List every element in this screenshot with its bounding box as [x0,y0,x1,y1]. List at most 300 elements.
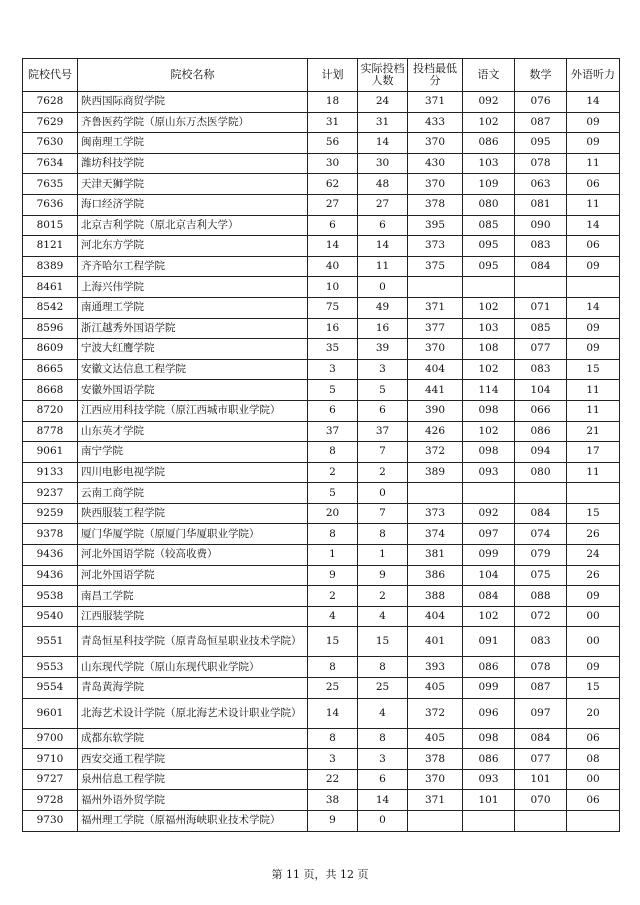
table-row [23,627,620,657]
header-code: 院校代号 [23,59,78,92]
cell-plan: 5 [308,380,358,401]
cell-math: 097 [515,698,567,728]
cell-math: 078 [515,657,567,678]
cell-name: 泉州信息工程学院 [78,769,308,790]
cell-foreign-listening: 06 [567,236,620,257]
cell-foreign-listening: 17 [567,442,620,463]
cell-min-score: 404 [408,606,463,627]
cell-plan: 3 [308,749,358,770]
cell-min-score: 389 [408,462,463,483]
cell-plan: 22 [308,769,358,790]
cell-foreign-listening: 14 [567,215,620,236]
cell-code: 9727 [23,769,78,790]
cell-name: 西安交通工程学院 [78,749,308,770]
cell-foreign-listening: 06 [567,174,620,195]
cell-plan: 18 [308,92,358,113]
cell-min-score [408,483,463,504]
cell-actual: 24 [358,92,408,113]
table-row [23,421,620,442]
cell-math: 066 [515,400,567,421]
cell-chinese: 095 [463,236,515,257]
header-plan: 计划 [308,59,358,92]
header-chinese: 语文 [463,59,515,92]
cell-math: 076 [515,92,567,113]
cell-chinese: 102 [463,359,515,380]
header-name: 院校名称 [78,59,308,92]
cell-name: 南宁学院 [78,442,308,463]
cell-actual: 15 [358,627,408,657]
cell-foreign-listening: 09 [567,112,620,133]
cell-actual: 8 [358,728,408,749]
cell-math: 078 [515,153,567,174]
cell-name: 成都东软学院 [78,728,308,749]
cell-name: 山东现代学院（原山东现代职业学院） [78,657,308,678]
cell-code: 9710 [23,749,78,770]
cell-math: 104 [515,380,567,401]
cell-code: 8389 [23,256,78,277]
table-row [23,339,620,360]
cell-actual: 8 [358,657,408,678]
cell-actual: 6 [358,400,408,421]
cell-math: 087 [515,112,567,133]
cell-chinese: 098 [463,442,515,463]
cell-plan: 8 [308,657,358,678]
cell-code: 7630 [23,133,78,154]
cell-code: 8461 [23,277,78,298]
cell-plan: 2 [308,462,358,483]
cell-actual: 37 [358,421,408,442]
cell-plan: 75 [308,297,358,318]
cell-foreign-listening: 14 [567,92,620,113]
table-row [23,545,620,566]
cell-plan: 3 [308,359,358,380]
cell-actual: 0 [358,811,408,832]
table-row [23,153,620,174]
cell-code: 9259 [23,503,78,524]
cell-chinese: 099 [463,545,515,566]
cell-min-score: 404 [408,359,463,380]
table-row [23,749,620,770]
cell-chinese: 102 [463,421,515,442]
cell-foreign-listening: 00 [567,606,620,627]
cell-chinese: 092 [463,503,515,524]
cell-min-score: 393 [408,657,463,678]
cell-math: 095 [515,133,567,154]
cell-name: 海口经济学院 [78,194,308,215]
cell-chinese: 103 [463,318,515,339]
cell-chinese: 097 [463,524,515,545]
cell-plan: 40 [308,256,358,277]
cell-code: 9436 [23,565,78,586]
cell-chinese [463,277,515,298]
cell-min-score: 433 [408,112,463,133]
cell-chinese: 102 [463,297,515,318]
cell-name: 福州理工学院（原福州海峡职业技术学院） [78,811,308,832]
cell-chinese: 086 [463,749,515,770]
cell-min-score: 388 [408,586,463,607]
cell-foreign-listening: 15 [567,359,620,380]
cell-actual: 31 [358,112,408,133]
cell-foreign-listening: 06 [567,728,620,749]
cell-code: 9538 [23,586,78,607]
table-row [23,297,620,318]
cell-math: 070 [515,790,567,811]
cell-plan: 56 [308,133,358,154]
cell-plan: 14 [308,698,358,728]
cell-math: 074 [515,524,567,545]
cell-name: 河北东方学院 [78,236,308,257]
cell-min-score: 370 [408,339,463,360]
cell-actual: 27 [358,194,408,215]
cell-math: 084 [515,728,567,749]
table-row [23,318,620,339]
cell-actual: 49 [358,297,408,318]
table-row [23,256,620,277]
cell-actual: 0 [358,483,408,504]
page-footer: 第 11 页，共 12 页 [271,868,369,881]
cell-chinese: 102 [463,606,515,627]
cell-code: 9436 [23,545,78,566]
cell-chinese: 104 [463,565,515,586]
cell-foreign-listening: 11 [567,153,620,174]
cell-plan: 20 [308,503,358,524]
cell-plan: 2 [308,586,358,607]
table-row [23,174,620,195]
cell-foreign-listening [567,277,620,298]
cell-foreign-listening: 26 [567,565,620,586]
cell-chinese: 096 [463,698,515,728]
cell-foreign-listening: 06 [567,790,620,811]
cell-name: 南通理工学院 [78,297,308,318]
cell-actual: 4 [358,698,408,728]
cell-plan: 31 [308,112,358,133]
cell-code: 9061 [23,442,78,463]
cell-code: 7629 [23,112,78,133]
cell-math: 077 [515,749,567,770]
cell-code: 9133 [23,462,78,483]
cell-math: 083 [515,359,567,380]
cell-math: 086 [515,421,567,442]
cell-name: 北京吉利学院（原北京吉利大学） [78,215,308,236]
cell-chinese: 102 [463,112,515,133]
cell-chinese: 103 [463,153,515,174]
cell-foreign-listening: 11 [567,462,620,483]
cell-code: 9378 [23,524,78,545]
cell-plan: 62 [308,174,358,195]
header-foreign-listening: 外语听力 [567,59,620,92]
cell-plan: 27 [308,194,358,215]
cell-math [515,483,567,504]
cell-name: 北海艺术设计学院（原北海艺术设计职业学院） [78,698,308,728]
cell-min-score: 377 [408,318,463,339]
cell-math: 081 [515,194,567,215]
cell-actual: 16 [358,318,408,339]
cell-min-score: 378 [408,194,463,215]
cell-foreign-listening: 08 [567,749,620,770]
cell-code: 9728 [23,790,78,811]
table-row [23,277,620,298]
header-min-score: 投档最低分 [408,59,463,92]
table-row [23,133,620,154]
cell-chinese: 098 [463,400,515,421]
cell-math: 084 [515,503,567,524]
cell-min-score: 405 [408,678,463,699]
cell-code: 8778 [23,421,78,442]
cell-name: 福州外语外贸学院 [78,790,308,811]
cell-min-score: 373 [408,503,463,524]
cell-min-score: 441 [408,380,463,401]
cell-name: 宁波大红鹰学院 [78,339,308,360]
table-row [23,215,620,236]
cell-foreign-listening: 09 [567,339,620,360]
cell-plan: 9 [308,565,358,586]
cell-code: 9700 [23,728,78,749]
cell-min-score: 426 [408,421,463,442]
cell-plan: 1 [308,545,358,566]
cell-foreign-listening: 09 [567,318,620,339]
table-row [23,586,620,607]
cell-actual: 14 [358,790,408,811]
table-row [23,728,620,749]
cell-chinese: 098 [463,728,515,749]
cell-plan: 4 [308,606,358,627]
cell-foreign-listening [567,811,620,832]
cell-min-score: 373 [408,236,463,257]
cell-foreign-listening: 00 [567,627,620,657]
cell-chinese: 093 [463,769,515,790]
table-row [23,698,620,728]
cell-code: 8609 [23,339,78,360]
table-row [23,565,620,586]
cell-math: 071 [515,297,567,318]
cell-foreign-listening: 24 [567,545,620,566]
cell-math: 077 [515,339,567,360]
cell-code: 7634 [23,153,78,174]
cell-plan: 8 [308,728,358,749]
cell-foreign-listening: 11 [567,380,620,401]
cell-code: 7628 [23,92,78,113]
cell-math: 083 [515,236,567,257]
cell-min-score: 372 [408,442,463,463]
cell-chinese: 084 [463,586,515,607]
table-row [23,790,620,811]
cell-math: 094 [515,442,567,463]
cell-min-score: 381 [408,545,463,566]
cell-actual: 8 [358,524,408,545]
cell-name: 陕西服装工程学院 [78,503,308,524]
cell-actual: 2 [358,586,408,607]
cell-min-score: 370 [408,174,463,195]
cell-math: 101 [515,769,567,790]
cell-name: 安徽外国语学院 [78,380,308,401]
cell-math: 085 [515,318,567,339]
cell-name: 陕西国际商贸学院 [78,92,308,113]
cell-plan: 35 [308,339,358,360]
cell-name: 厦门华厦学院（原厦门华厦职业学院） [78,524,308,545]
cell-code: 9551 [23,627,78,657]
cell-actual: 5 [358,380,408,401]
cell-actual: 3 [358,749,408,770]
table-row [23,112,620,133]
cell-name: 河北外国语学院 [78,565,308,586]
cell-foreign-listening: 20 [567,698,620,728]
cell-math: 072 [515,606,567,627]
table-row [23,236,620,257]
cell-code: 8015 [23,215,78,236]
cell-name: 江西应用科技学院（原江西城市职业学院） [78,400,308,421]
cell-min-score: 374 [408,524,463,545]
cell-chinese: 086 [463,657,515,678]
cell-plan: 30 [308,153,358,174]
cell-min-score: 386 [408,565,463,586]
cell-min-score: 370 [408,133,463,154]
cell-math: 079 [515,545,567,566]
table-row [23,606,620,627]
cell-actual: 48 [358,174,408,195]
cell-min-score: 378 [408,749,463,770]
cell-foreign-listening: 21 [567,421,620,442]
cell-actual: 9 [358,565,408,586]
cell-plan: 6 [308,400,358,421]
cell-min-score: 371 [408,790,463,811]
cell-chinese: 109 [463,174,515,195]
cell-math [515,277,567,298]
cell-code: 8542 [23,297,78,318]
cell-plan: 10 [308,277,358,298]
cell-chinese: 091 [463,627,515,657]
cell-code: 9601 [23,698,78,728]
cell-math: 088 [515,586,567,607]
cell-actual: 1 [358,545,408,566]
cell-chinese: 114 [463,380,515,401]
cell-math: 087 [515,678,567,699]
table-row [23,657,620,678]
cell-code: 8596 [23,318,78,339]
cell-actual: 7 [358,503,408,524]
cell-actual: 7 [358,442,408,463]
cell-math: 075 [515,565,567,586]
cell-plan: 8 [308,524,358,545]
cell-min-score: 430 [408,153,463,174]
cell-plan: 16 [308,318,358,339]
cell-code: 8665 [23,359,78,380]
cell-name: 青岛黄海学院 [78,678,308,699]
table-row [23,524,620,545]
cell-foreign-listening: 15 [567,678,620,699]
cell-foreign-listening: 11 [567,400,620,421]
table-row [23,442,620,463]
cell-min-score: 401 [408,627,463,657]
cell-foreign-listening: 09 [567,586,620,607]
cell-chinese: 108 [463,339,515,360]
cell-actual: 0 [358,277,408,298]
cell-foreign-listening: 14 [567,297,620,318]
cell-actual: 6 [358,769,408,790]
cell-chinese: 093 [463,462,515,483]
cell-code: 9553 [23,657,78,678]
table-header-row [23,59,620,92]
cell-foreign-listening: 26 [567,524,620,545]
cell-math: 090 [515,215,567,236]
cell-min-score: 371 [408,92,463,113]
cell-foreign-listening: 00 [567,769,620,790]
cell-min-score: 372 [408,698,463,728]
table-row [23,462,620,483]
cell-min-score: 370 [408,769,463,790]
cell-math: 063 [515,174,567,195]
cell-name: 天津天狮学院 [78,174,308,195]
cell-plan: 15 [308,627,358,657]
cell-foreign-listening: 15 [567,503,620,524]
cell-actual: 14 [358,236,408,257]
table-row [23,678,620,699]
cell-foreign-listening: 09 [567,256,620,277]
cell-code: 9237 [23,483,78,504]
cell-actual: 39 [358,339,408,360]
table-row [23,400,620,421]
cell-chinese: 085 [463,215,515,236]
cell-math: 084 [515,256,567,277]
cell-name: 青岛恒星科技学院（原青岛恒星职业技术学院） [78,627,308,657]
table-row [23,194,620,215]
cell-actual: 30 [358,153,408,174]
admission-table-sheet [22,58,619,832]
table-row [23,503,620,524]
cell-min-score: 390 [408,400,463,421]
cell-actual: 3 [358,359,408,380]
cell-math [515,811,567,832]
table-row [23,359,620,380]
cell-plan: 5 [308,483,358,504]
admission-score-table [22,58,620,832]
cell-actual: 25 [358,678,408,699]
cell-name: 齐鲁医药学院（原山东万杰医学院） [78,112,308,133]
table-row [23,380,620,401]
table-row [23,769,620,790]
cell-code: 8121 [23,236,78,257]
cell-code: 9554 [23,678,78,699]
cell-plan: 6 [308,215,358,236]
cell-plan: 14 [308,236,358,257]
cell-name: 浙江越秀外国语学院 [78,318,308,339]
cell-chinese [463,811,515,832]
cell-min-score: 395 [408,215,463,236]
cell-name: 潍坊科技学院 [78,153,308,174]
cell-chinese: 086 [463,133,515,154]
cell-foreign-listening: 09 [567,657,620,678]
cell-plan: 8 [308,442,358,463]
cell-min-score [408,277,463,298]
cell-code: 9540 [23,606,78,627]
cell-actual: 6 [358,215,408,236]
cell-math: 083 [515,627,567,657]
cell-min-score: 405 [408,728,463,749]
cell-plan: 37 [308,421,358,442]
cell-chinese: 095 [463,256,515,277]
cell-foreign-listening [567,483,620,504]
cell-actual: 11 [358,256,408,277]
cell-actual: 14 [358,133,408,154]
cell-min-score: 371 [408,297,463,318]
cell-math: 080 [515,462,567,483]
cell-name: 齐齐哈尔工程学院 [78,256,308,277]
cell-chinese: 099 [463,678,515,699]
cell-plan: 38 [308,790,358,811]
cell-chinese: 080 [463,194,515,215]
cell-foreign-listening: 09 [567,133,620,154]
cell-actual: 4 [358,606,408,627]
cell-name: 南昌工学院 [78,586,308,607]
